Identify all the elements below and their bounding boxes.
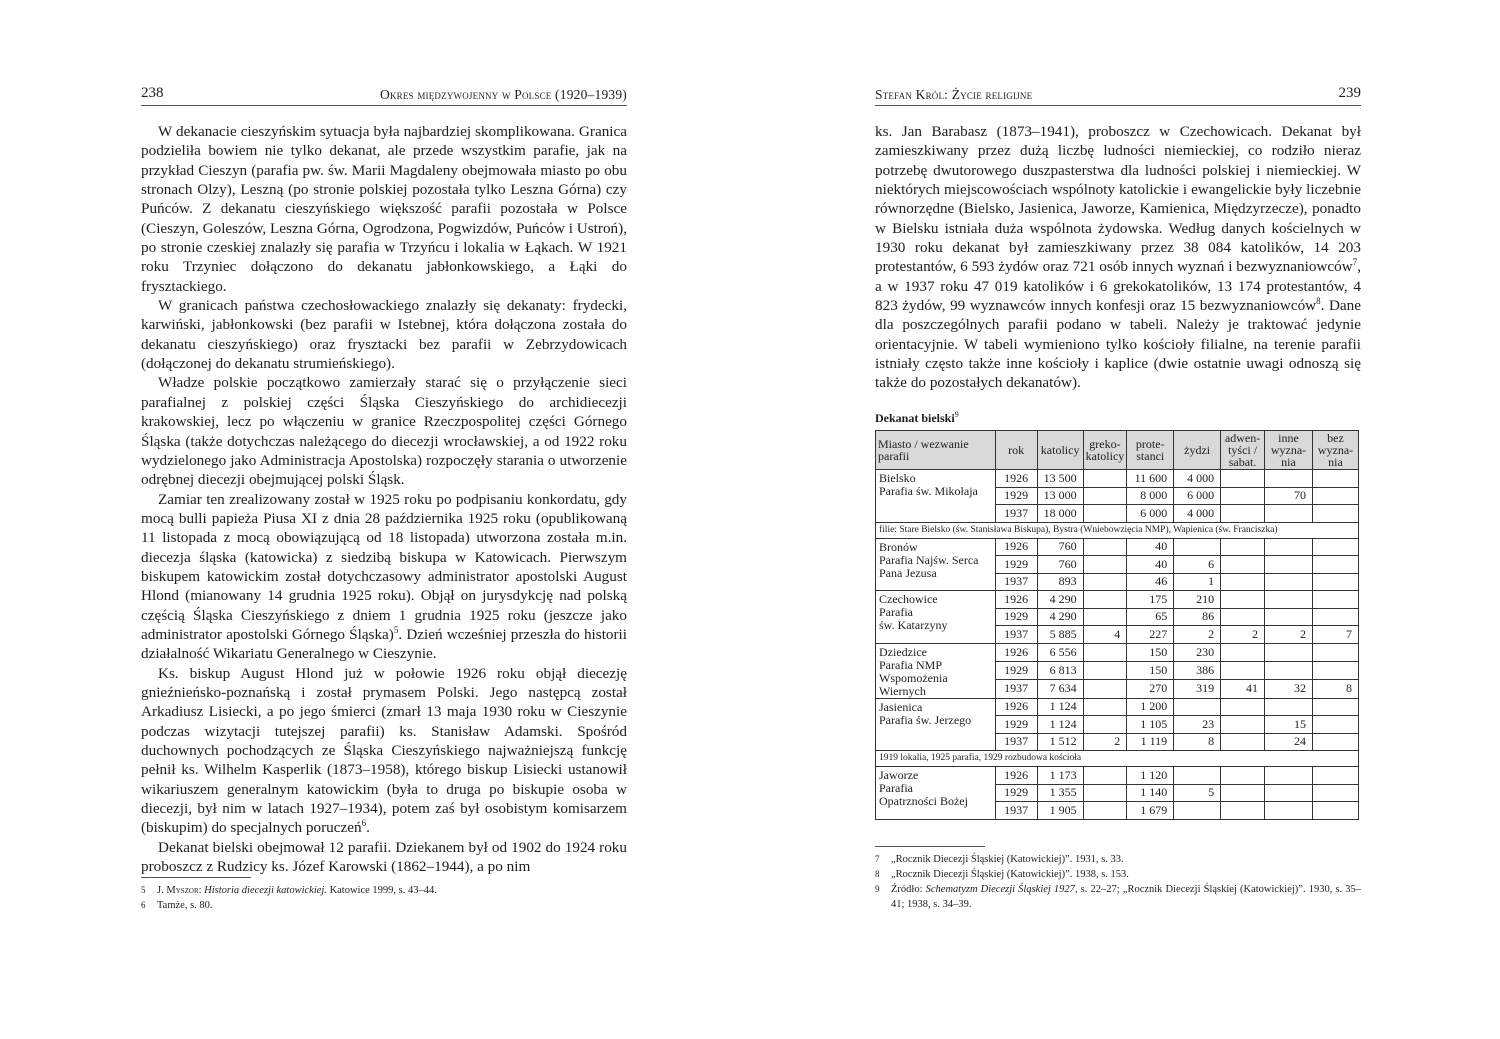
table-row (876, 591, 1359, 609)
value-cell: 2 (1174, 626, 1221, 644)
value-cell: 40 (1127, 556, 1174, 574)
table-title: Dekanat bielski$^9$ (875, 410, 959, 425)
value-cell (1312, 802, 1358, 820)
value-cell (1083, 784, 1127, 802)
value-cell (1265, 608, 1313, 626)
parish-name: Jasienica Parafia św. Jerzego (876, 698, 996, 751)
value-cell: 8 (1174, 733, 1221, 751)
parish-name: Jaworze Parafia Opatrzności Bożej (876, 767, 996, 820)
value-cell: 8 000 (1127, 487, 1174, 505)
value-cell: 227 (1127, 626, 1174, 644)
year-cell: 1926 (995, 470, 1037, 488)
value-cell: 6 000 (1174, 487, 1221, 505)
paragraph: ks. Jan Barabasz (1873–1941), proboszcz w Czechowicach. Dekanat był zamieszkiwany przez dużą liczbę ludności niemieckiej, co rodziło nieraz potrzebę dwutorowego duszpasterstwa dla ludności polskiej i niemieckiej. W niektórych miejscowościach wspólnoty katolickie i ewangelickie były liczebnie równorzędne (Bielsko, Jasienica, Jaworze, Kamienica, Międzyrzecze), ponadto w Bielsku istniała duża wspólnota żydowska. Według danych kościelnych w 1930 roku dekanat był zamieszkiwany przez 38 084 katolików, 14 203 protestantów, 6 593 żydów oraz 721 osób innych wyznań i bezwyznaniowców$^7$, a w 1937 roku 47 019 katolików i 6 grekokatolików, 13 174 protestantów, 4 823 żydów, 99 wyznawców innych konfesji oraz 15 bezwyznaniowców$^8$. Dane dla poszczególnych parafii podano w tabeli. Należy je traktować jedynie orientacyjnie. W tabeli wymieniono tylko kościoły filialne, na terenie parafii istniały często także inne kościoły i kaplice (dwie ostatnie uwagi odnoszą się także do pozostałych dekanatów). (875, 123, 1361, 392)
value-cell (1312, 716, 1358, 734)
value-cell: 893 (1037, 573, 1083, 591)
paragraph: Ks. biskup August Hlond już w połowie 1926 roku objął diecezję gnieźnieńsko-poznańską i został prymasem Polski. Jego następcą został Arkadiusz Lisiecki, a po jego śmierci (zmarł 13 maja 1930 roku w Cieszynie podczas wizytacji tutejszej parafii) ks. Stanisław Adamski. Spośród duchownych pochodzących ze Śląska Cieszyńskiego najważniejszą funkcję pełnił ks. Wilhelm Kasperlik (1873–1958), którego biskup Lisiecki ustanowił wikariuszem generalnym katowickim (była to druga po biskupie osoba w diecezji, był nim w latach 1927–1934), potem zaś był osobistym komisarzem (biskupim) do specjalnych poruczeń$^6$. (141, 664, 627, 837)
year-cell: 1926 (995, 538, 1037, 556)
value-cell (1265, 698, 1313, 716)
value-cell: 40 (1127, 538, 1174, 556)
left-footnotes (141, 883, 627, 913)
value-cell (1312, 591, 1358, 609)
value-cell (1083, 538, 1127, 556)
footnote-ref: 8 (1316, 296, 1321, 307)
column-header: adwen-tyści / sabat. (1221, 431, 1265, 470)
value-cell: 6 (1174, 556, 1221, 574)
value-cell (1265, 802, 1313, 820)
value-cell: 230 (1174, 643, 1221, 661)
value-cell (1312, 556, 1358, 574)
table-row (876, 698, 1359, 716)
value-cell: 8 (1312, 680, 1358, 698)
parish-name: Czechowice Parafia św. Katarzyny (876, 591, 996, 644)
value-cell (1312, 538, 1358, 556)
page-number: 238 (141, 85, 164, 101)
value-cell (1312, 698, 1358, 716)
value-cell: 5 885 (1037, 626, 1083, 644)
value-cell (1083, 767, 1127, 785)
value-cell (1174, 767, 1221, 785)
value-cell (1083, 556, 1127, 574)
year-cell: 1929 (995, 716, 1037, 734)
value-cell (1083, 680, 1127, 698)
value-cell: 760 (1037, 556, 1083, 574)
value-cell (1083, 661, 1127, 679)
value-cell: 1 120 (1127, 767, 1174, 785)
value-cell (1221, 698, 1265, 716)
year-cell: 1926 (995, 698, 1037, 716)
left-body-text (141, 122, 627, 876)
value-cell (1221, 767, 1265, 785)
value-cell (1221, 591, 1265, 609)
value-cell (1083, 716, 1127, 734)
value-cell (1221, 573, 1265, 591)
page-number: 239 (1338, 85, 1361, 101)
value-cell (1312, 733, 1358, 751)
value-cell (1221, 643, 1265, 661)
running-head: Stefan Król: Życie religijne (875, 87, 1033, 102)
table-header-row (876, 431, 1359, 470)
year-cell: 1929 (995, 784, 1037, 802)
value-cell: 1 200 (1127, 698, 1174, 716)
footnote: 6 Tamże, s. 80. (141, 900, 213, 911)
value-cell (1083, 470, 1127, 488)
table-row (876, 643, 1359, 661)
value-cell (1265, 591, 1313, 609)
value-cell: 6 813 (1037, 661, 1083, 679)
value-cell: 1 124 (1037, 698, 1083, 716)
value-cell: 11 600 (1127, 470, 1174, 488)
value-cell (1083, 643, 1127, 661)
value-cell (1221, 661, 1265, 679)
value-cell (1221, 608, 1265, 626)
value-cell: 18 000 (1037, 505, 1083, 523)
year-cell: 1926 (995, 643, 1037, 661)
right-page (875, 0, 1361, 1039)
value-cell (1312, 643, 1358, 661)
value-cell: 4 290 (1037, 591, 1083, 609)
value-cell (1083, 487, 1127, 505)
value-cell (1221, 470, 1265, 488)
year-cell: 1929 (995, 608, 1037, 626)
value-cell: 1 105 (1127, 716, 1174, 734)
value-cell (1312, 767, 1358, 785)
value-cell: 5 (1174, 784, 1221, 802)
footnote: 9 Źródło: Schematyzm Diecezji Śląskiej 1927, s. 22–27; „Rocznik Diecezji Śląskiej (Katowickiej)”. 1930, s. 35–41; 1938, s. 34–39. (875, 884, 1362, 910)
value-cell: 15 (1265, 716, 1313, 734)
value-cell: 760 (1037, 538, 1083, 556)
value-cell (1312, 661, 1358, 679)
footnote: 7 „Rocznik Diecezji Śląskiej (Katowickiej)”. 1931, s. 33. (875, 854, 1124, 865)
value-cell (1174, 698, 1221, 716)
value-cell (1312, 470, 1358, 488)
value-cell: 13 000 (1037, 487, 1083, 505)
parish-name: Bronów Parafia Najśw. Serca Pana Jezusa (876, 538, 996, 591)
value-cell (1265, 505, 1313, 523)
value-cell: 6 000 (1127, 505, 1174, 523)
value-cell (1312, 608, 1358, 626)
value-cell (1265, 470, 1313, 488)
right-footnotes (875, 852, 1361, 912)
value-cell: 1 (1174, 573, 1221, 591)
value-cell: 13 500 (1037, 470, 1083, 488)
value-cell (1265, 767, 1313, 785)
footnote-ref: 6 (361, 818, 367, 829)
value-cell (1221, 784, 1265, 802)
value-cell: 46 (1127, 573, 1174, 591)
year-cell: 1929 (995, 487, 1037, 505)
column-header: prote-stanci (1127, 431, 1174, 470)
value-cell (1312, 487, 1358, 505)
running-head: Okres międzywojenny w Polsce (1920–1939) (380, 87, 627, 102)
value-cell (1083, 573, 1127, 591)
value-cell (1221, 802, 1265, 820)
value-cell: 6 556 (1037, 643, 1083, 661)
column-header: bez wyzna-nia (1312, 431, 1358, 470)
parish-table (875, 430, 1359, 820)
year-cell: 1929 (995, 556, 1037, 574)
footnote-ref: 7 (1352, 257, 1358, 268)
value-cell: 150 (1127, 643, 1174, 661)
year-cell: 1926 (995, 591, 1037, 609)
value-cell: 1 679 (1127, 802, 1174, 820)
value-cell: 32 (1265, 680, 1313, 698)
table-note: filie: Stare Bielsko (św. Stanisława Biskupa), Bystra (Wniebowzięcia NMP), Wapienica (św. Franciszka) (876, 522, 1359, 538)
year-cell: 1937 (995, 680, 1037, 698)
value-cell (1083, 591, 1127, 609)
value-cell (1221, 538, 1265, 556)
value-cell: 319 (1174, 680, 1221, 698)
value-cell (1265, 556, 1313, 574)
value-cell: 4 (1083, 626, 1127, 644)
footnote-rule (141, 877, 251, 878)
column-header: rok (995, 431, 1037, 470)
value-cell (1312, 505, 1358, 523)
value-cell (1221, 716, 1265, 734)
paragraph: W dekanacie cieszyńskim sytuacja była najbardziej skomplikowana. Granica podzieliła bowiem nie tylko dekanat, ale przede wszystkim parafie, jak na przykład Cieszyn (parafia pw. św. Marii Magdaleny obejmowała miasto po obu stronach Olzy), Leszną (po stronie polskiej pozostała tylko Leszna Górna) czy Puńców. Z dekanatu cieszyńskiego większość parafii pozostała w Polsce (Cieszyn, Goleszów, Leszna Górna, Ogrodzona, Pogwizdów, Puńców i Ustroń), po stronie czeskiej znalazły się parafia w Trzyńcu i lokalia w Łąkach. W 1921 roku Trzyniec dołączono do dekanatu jabłonkowskiego, a Łąki do frysztackiego. (141, 123, 627, 295)
value-cell: 4 000 (1174, 470, 1221, 488)
footnote-rule (875, 846, 985, 847)
value-cell: 1 512 (1037, 733, 1083, 751)
column-header: Miasto / wezwanie parafii (876, 431, 996, 470)
value-cell: 7 (1312, 626, 1358, 644)
value-cell (1083, 505, 1127, 523)
paragraph: Władze polskie początkowo zamierzały starać się o przyłączenie sieci parafialnej z polskiej części Śląska Cieszyńskiego do archidiecezji krakowskiej, lecz po włączeniu w granice Rzeczpospolitej części Górnego Śląska (także dotychczas należącego do diecezji wrocławskiej, a od 1922 roku wydzielonego jako Administracja Apostolska) rozpoczęły starania o utworzenie odrębnej diecezji obejmującej polski Śląsk. (141, 374, 627, 489)
table-row (876, 767, 1359, 785)
column-header: inne wyzna-nia (1265, 431, 1313, 470)
year-cell: 1937 (995, 802, 1037, 820)
value-cell (1083, 802, 1127, 820)
footnote: 5 J. Myszor: Historia diecezji katowickiej. Katowice 1999, s. 43–44. (141, 885, 437, 896)
column-header: żydzi (1174, 431, 1221, 470)
paragraph: W granicach państwa czechosłowackiego znalazły się dekanaty: frydecki, karwiński, jabłonkowski (bez parafii w Istebnej, która dołączona została do dekanatu cieszyńskiego) oraz frysztacki bez parafii w Zebrzydowicach (dołączonej do dekanatu strumieńskiego). (141, 297, 627, 373)
table-note: 1919 lokalia, 1925 parafia, 1929 rozbudowa kościoła (876, 751, 1359, 767)
value-cell: 4 290 (1037, 608, 1083, 626)
value-cell (1221, 505, 1265, 523)
year-cell: 1937 (995, 505, 1037, 523)
table-row (876, 470, 1359, 488)
value-cell: 4 000 (1174, 505, 1221, 523)
value-cell (1312, 784, 1358, 802)
value-cell: 386 (1174, 661, 1221, 679)
value-cell: 1 905 (1037, 802, 1083, 820)
value-cell (1221, 487, 1265, 505)
table-note-row (876, 522, 1359, 538)
table-row (876, 538, 1359, 556)
value-cell: 41 (1221, 680, 1265, 698)
paragraph: Zamiar ten zrealizowany został w 1925 roku po podpisaniu konkordatu, gdy mocą bulli papieża Piusa XI z dnia 28 października 1925 roku (opublikowaną 11 listopada z mocą obowiązującą od 18 listopada) utworzona została m.in. diecezja śląska (katowicka) z siedzibą biskupa w Katowicach. Pierwszym biskupem katowickim został dotychczasowy administrator apostolski August Hlond (mianowany 14 grudnia 1925 roku). Objął on jurysdykcję nad polską częścią Śląska Cieszyńskiego z dniem 1 grudnia 1925 roku (jeszcze jako administrator apostolski Górnego Śląska)$^5$. Dzień wcześniej przeszła do historii działalność Wikariatu Generalnego w Cieszynie. (141, 490, 627, 663)
value-cell: 1 355 (1037, 784, 1083, 802)
value-cell: 150 (1127, 661, 1174, 679)
year-cell: 1929 (995, 661, 1037, 679)
year-cell: 1926 (995, 767, 1037, 785)
left-page (141, 0, 627, 1039)
value-cell: 24 (1265, 733, 1313, 751)
value-cell: 1 140 (1127, 784, 1174, 802)
table-note-row (876, 751, 1359, 767)
value-cell: 2 (1265, 626, 1313, 644)
value-cell: 1 124 (1037, 716, 1083, 734)
footnote: 8 „Rocznik Diecezji Śląskiej (Katowickiej)”. 1938, s. 153. (875, 869, 1129, 880)
parish-name: Dziedzice Parafia NMP Wspomożenia Wiernych (876, 643, 996, 698)
right-body-text (875, 122, 1361, 393)
value-cell: 1 119 (1127, 733, 1174, 751)
year-cell: 1937 (995, 733, 1037, 751)
value-cell: 65 (1127, 608, 1174, 626)
value-cell (1265, 661, 1313, 679)
column-header: greko-katolicy (1083, 431, 1127, 470)
value-cell (1221, 556, 1265, 574)
value-cell: 86 (1174, 608, 1221, 626)
value-cell: 1 173 (1037, 767, 1083, 785)
value-cell (1174, 802, 1221, 820)
value-cell: 2 (1221, 626, 1265, 644)
value-cell (1265, 573, 1313, 591)
value-cell (1174, 538, 1221, 556)
parish-name: Bielsko Parafia św. Mikołaja (876, 470, 996, 523)
year-cell: 1937 (995, 573, 1037, 591)
value-cell (1265, 643, 1313, 661)
value-cell (1221, 733, 1265, 751)
left-header (141, 85, 627, 106)
right-header (875, 85, 1361, 106)
value-cell: 270 (1127, 680, 1174, 698)
value-cell: 23 (1174, 716, 1221, 734)
value-cell: 7 634 (1037, 680, 1083, 698)
column-header: katolicy (1037, 431, 1083, 470)
value-cell: 175 (1127, 591, 1174, 609)
value-cell: 2 (1083, 733, 1127, 751)
value-cell (1083, 698, 1127, 716)
value-cell: 70 (1265, 487, 1313, 505)
value-cell (1312, 573, 1358, 591)
value-cell (1083, 608, 1127, 626)
value-cell: 210 (1174, 591, 1221, 609)
year-cell: 1937 (995, 626, 1037, 644)
paragraph: Dekanat bielski obejmował 12 parafii. Dziekanem był od 1902 do 1924 roku proboszcz z Rudzicy ks. Józef Karowski (1862–1944), a po nim (141, 838, 627, 876)
value-cell (1265, 538, 1313, 556)
value-cell (1265, 784, 1313, 802)
footnote-ref: 5 (393, 624, 399, 635)
